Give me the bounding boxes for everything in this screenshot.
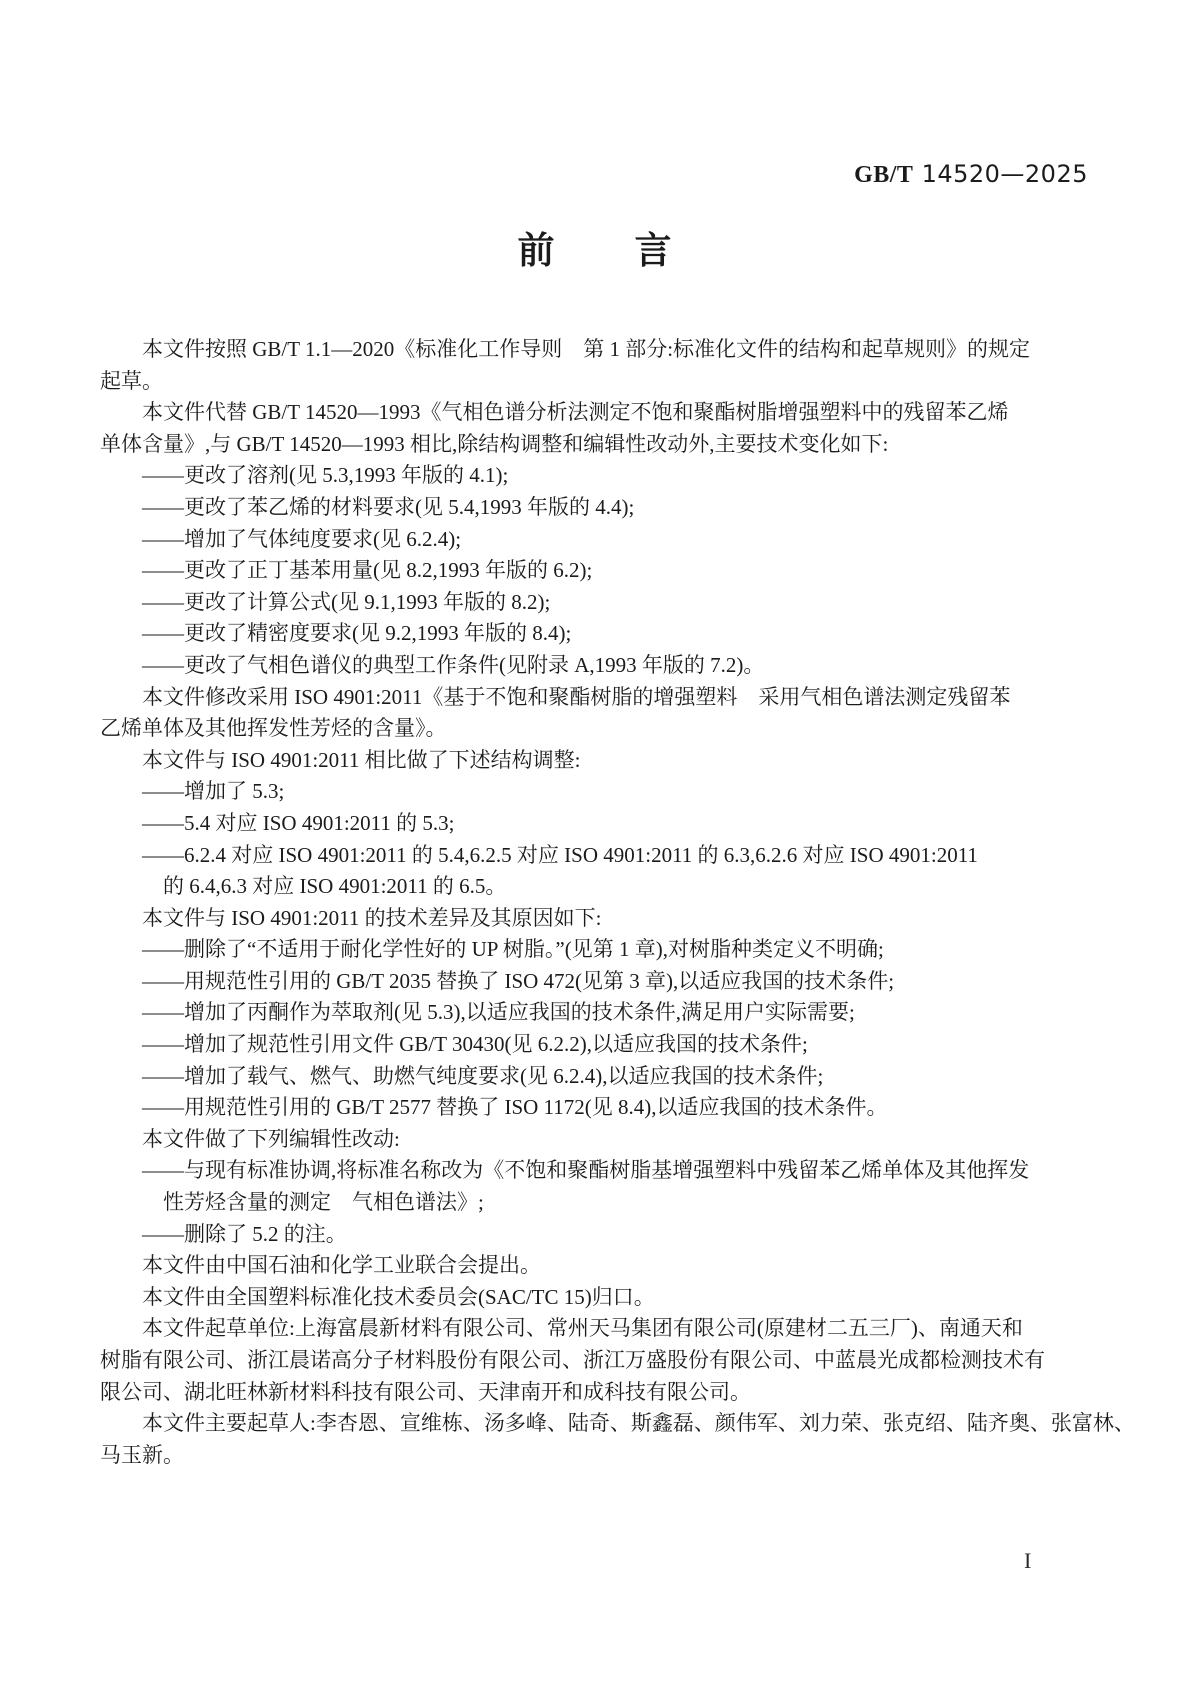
foreword-line: 本文件由中国石油和化学工业联合会提出。 [142,1253,541,1278]
page-title: 前 言 [517,230,674,271]
foreword-line: ——更改了气相色谱仪的典型工作条件(见附录 A,1993 年版的 7.2)。 [142,652,765,677]
foreword-line: ——6.2.4 对应 ISO 4901:2011 的 5.4,6.2.5 对应 ISO 4901:2011 的 6.3,6.2.6 对应 ISO 4901:2011 [142,842,978,867]
foreword-line: 本文件起草单位:上海富晨新材料有限公司、常州天马集团有限公司(原建材二五三厂)、南通天和 [142,1316,1023,1341]
foreword-line: 本文件做了下列编辑性改动: [142,1126,400,1151]
foreword-line: 性芳烃含量的测定 气相色谱法》; [163,1190,484,1215]
foreword-line: ——增加了气体纯度要求(见 6.2.4); [142,526,462,551]
foreword-line: 本文件代替 GB/T 14520—1993《气相色谱分析法测定不饱和聚酯树脂增强塑料中的残留苯乙烯 [142,400,1009,425]
foreword-line: 本文件主要起草人:李杏恩、宣维栋、汤多峰、陆奇、斯鑫磊、颜伟军、刘力荣、张克绍、陆齐奥、张富林、 [142,1411,1135,1436]
foreword-line: 乙烯单体及其他挥发性芳烃的含量》。 [100,716,447,741]
foreword-line: 限公司、湖北旺林新材料科技有限公司、天津南开和成科技有限公司。 [100,1379,751,1404]
foreword-line: 本文件与 ISO 4901:2011 相比做了下述结构调整: [142,747,581,772]
foreword-line: ——更改了正丁基苯用量(见 8.2,1993 年版的 6.2); [142,558,593,583]
foreword-line: 的 6.4,6.3 对应 ISO 4901:2011 的 6.5。 [163,874,507,899]
foreword-line: ——用规范性引用的 GB/T 2035 替换了 ISO 472(见第 3 章),以适应我国的技术条件; [142,968,895,993]
foreword-line: 马玉新。 [100,1442,184,1467]
foreword-body [100,334,1135,1471]
standard-code-prefix: GB/T [854,162,914,188]
foreword-line: ——用规范性引用的 GB/T 2577 替换了 ISO 1172(见 8.4),以适应我国的技术条件。 [142,1095,888,1120]
foreword-line: 起草。 [100,368,163,393]
foreword-line: ——更改了精密度要求(见 9.2,1993 年版的 8.4); [142,621,572,646]
foreword-line: ——更改了计算公式(见 9.1,1993 年版的 8.2); [142,589,551,614]
foreword-line: ——删除了 5.2 的注。 [142,1221,347,1246]
foreword-line: 本文件由全国塑料标准化技术委员会(SAC/TC 15)归口。 [142,1284,655,1309]
foreword-line: ——增加了 5.3; [142,779,285,804]
foreword-line: 单体含量》,与 GB/T 14520—1993 相比,除结构调整和编辑性改动外,主要技术变化如下: [100,431,889,456]
foreword-line: 树脂有限公司、浙江晨诺高分子材料股份有限公司、浙江万盛股份有限公司、中蓝晨光成都检测技术有 [100,1348,1045,1372]
standard-code [828,133,1088,216]
foreword-line: 本文件与 ISO 4901:2011 的技术差异及其原因如下: [142,905,602,930]
foreword-line: ——与现有标准协调,将标准名称改为《不饱和聚酯树脂基增强塑料中残留苯乙烯单体及其他挥发 [142,1158,1030,1183]
foreword-line: ——增加了丙酮作为萃取剂(见 5.3),以适应我国的技术条件,满足用户实际需要; [142,1000,855,1025]
foreword-line: 本文件修改采用 ISO 4901:2011《基于不饱和聚酯树脂的增强塑料 采用气相色谱法测定残留苯 [142,684,1011,709]
foreword-line: ——增加了载气、燃气、助燃气纯度要求(见 6.2.4),以适应我国的技术条件; [142,1063,824,1088]
foreword-line: ——更改了苯乙烯的材料要求(见 5.4,1993 年版的 4.4); [142,494,635,519]
foreword-line: 本文件按照 GB/T 1.1—2020《标准化工作导则 第 1 部分:标准化文件的结构和起草规则》的规定 [142,337,1031,361]
standard-code-number: 14520—2025 [913,160,1088,188]
page-number: I [1024,1548,1032,1573]
foreword-line: ——更改了溶剂(见 5.3,1993 年版的 4.1); [142,463,509,488]
foreword-line: ——增加了规范性引用文件 GB/T 30430(见 6.2.2),以适应我国的技术条件; [142,1032,808,1057]
foreword-line: ——5.4 对应 ISO 4901:2011 的 5.3; [142,810,455,835]
foreword-line: ——删除了“不适用于耐化学性好的 UP 树脂。”(见第 1 章),对树脂种类定义不明确; [142,937,884,962]
